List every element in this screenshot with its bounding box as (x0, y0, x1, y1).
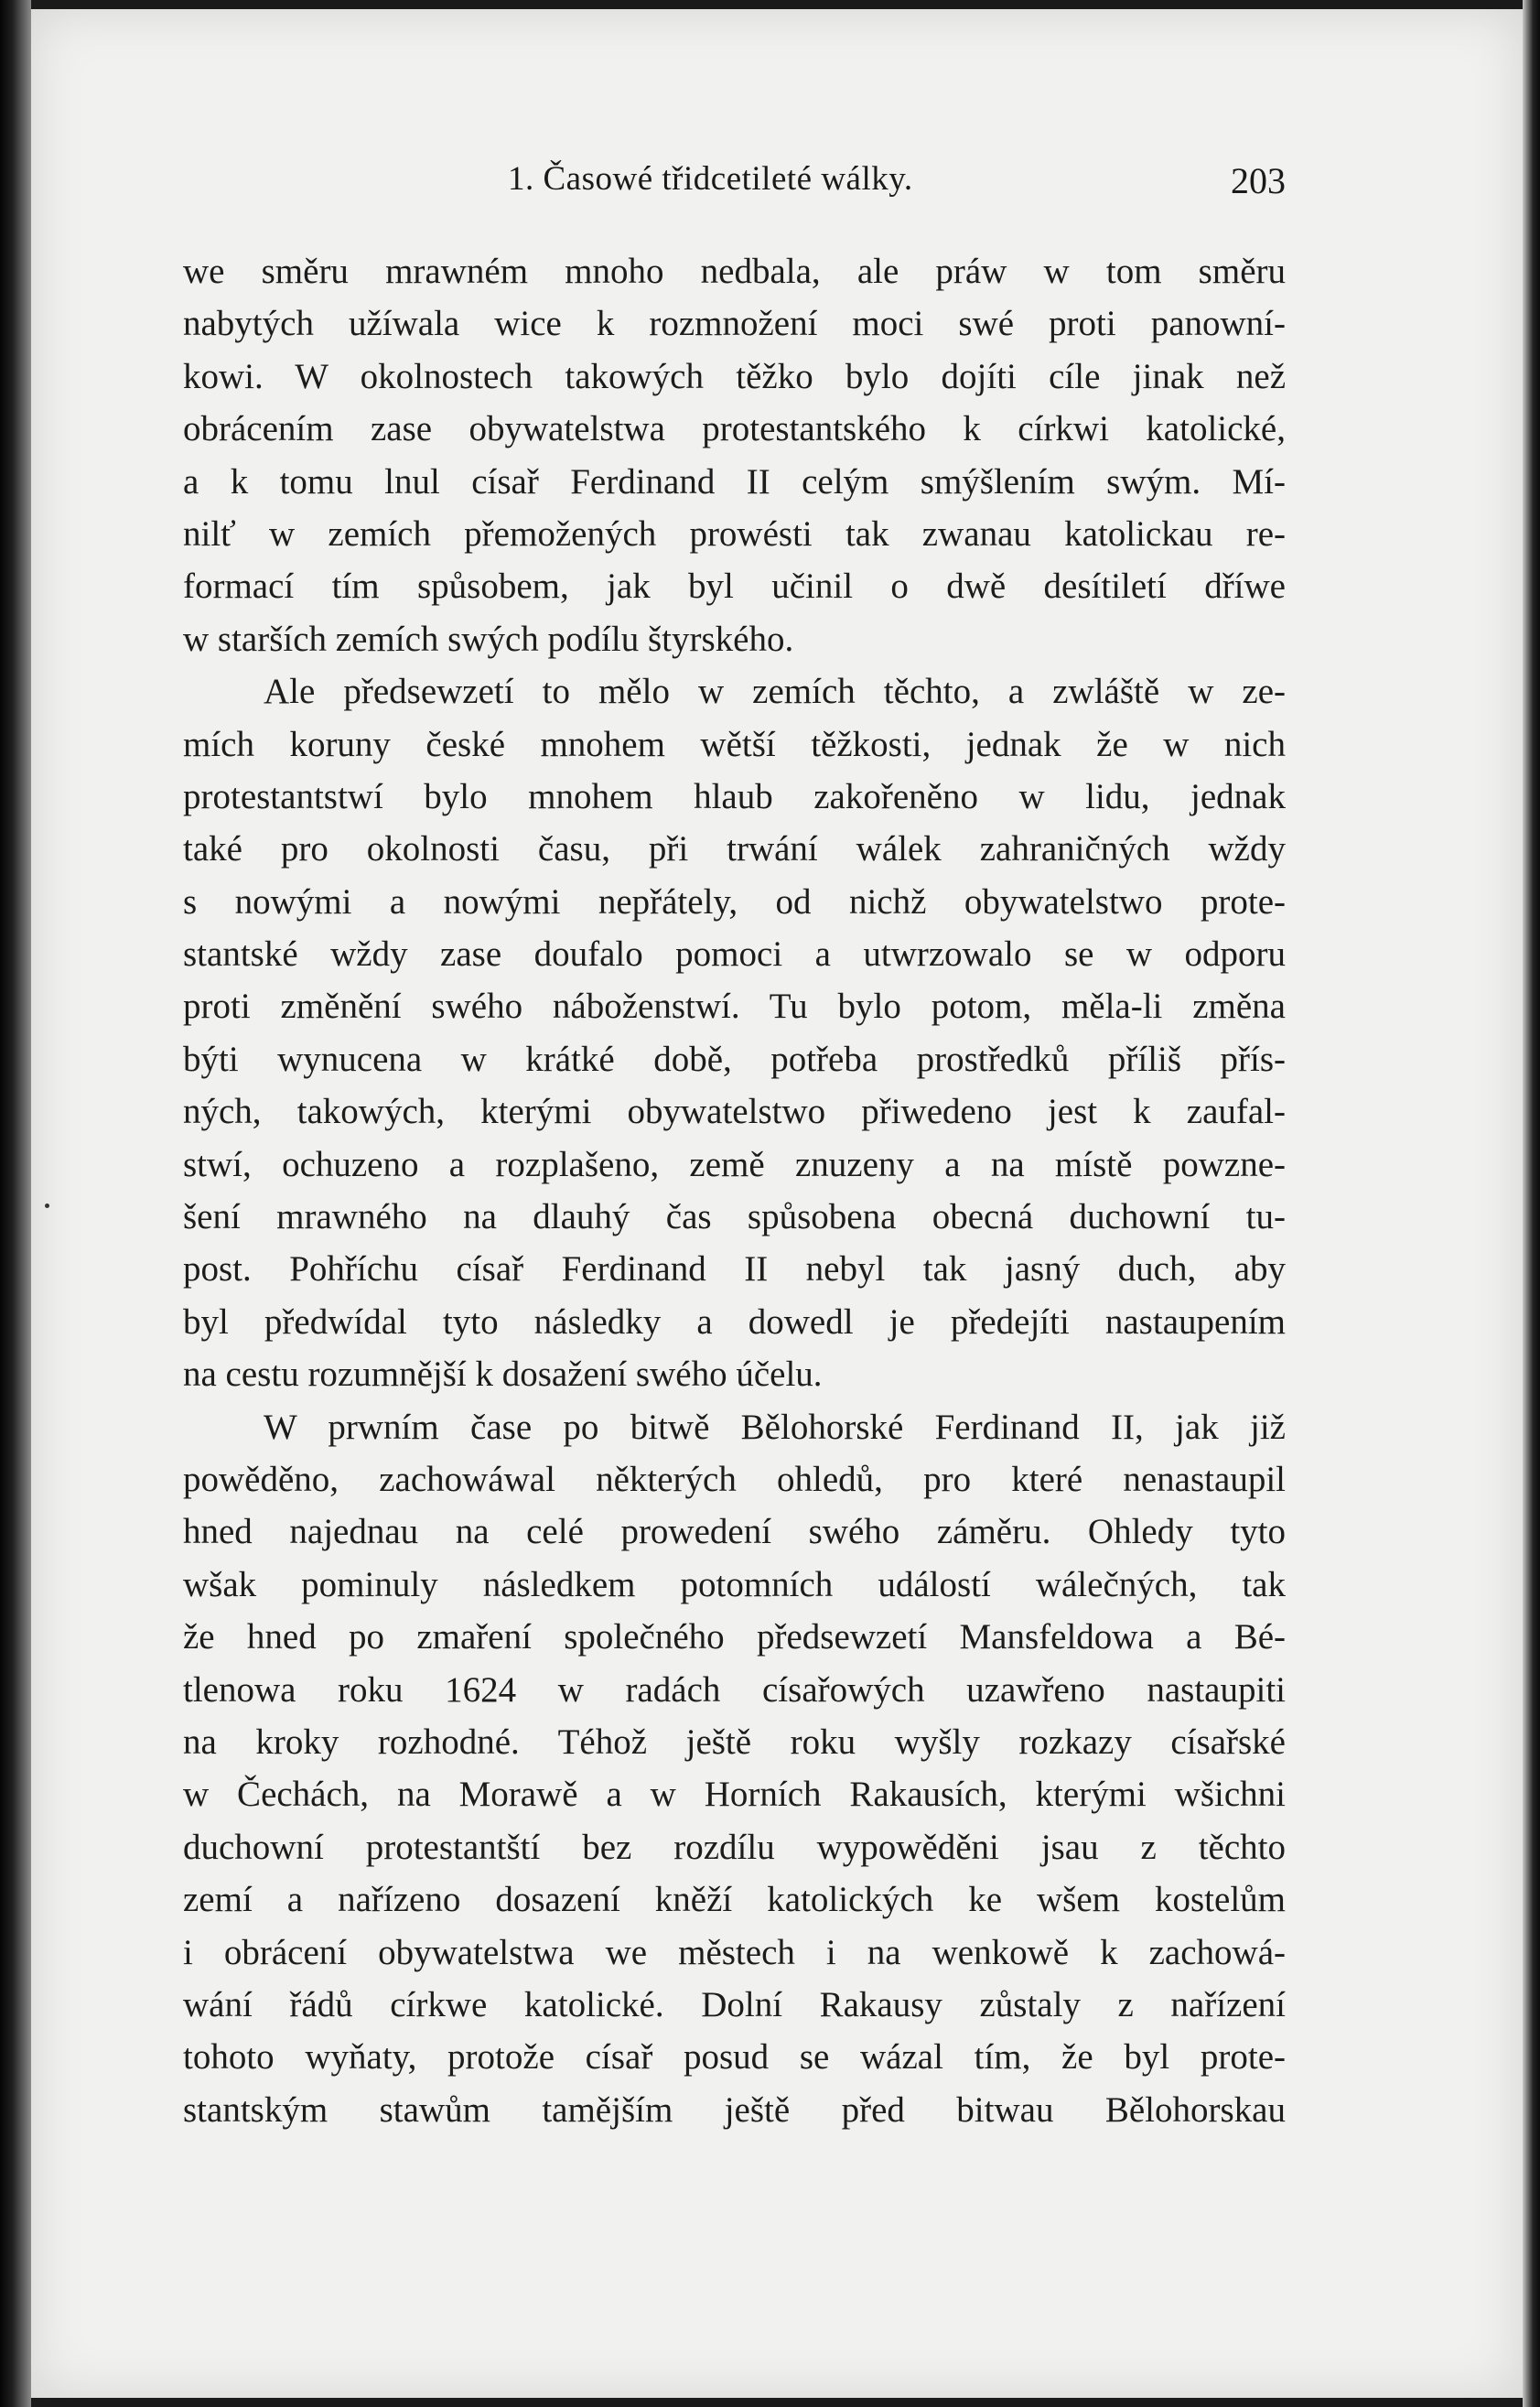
page-header (183, 159, 1286, 214)
text-line: mích koruny české mnohem wětší těžkosti, jednak že w nich (183, 724, 1286, 764)
speck (45, 1204, 49, 1208)
page-number: 203 (1231, 160, 1286, 201)
text-line: Ale předsewzetí to mělo w zemích těchto, a zwláště w ze- (264, 672, 1286, 712)
running-title: 1. Časowé třidcetileté wálky. (508, 160, 913, 198)
text-line: zemí a nařízeno dosazení kněží katolických ke wšem kostelům (183, 1880, 1286, 1920)
text-line: nabytých užíwala wice k rozmnožení moci swé proti panowní- (183, 304, 1286, 344)
text-line: proti změnění swého náboženstwí. Tu bylo potom, měla-li změna (183, 987, 1286, 1027)
text-line: post. Pohříchu císař Ferdinand II nebyl tak jasný duch, aby (183, 1249, 1286, 1290)
text-line: wšak pominuly následkem potomních událostí wálečných, tak (183, 1564, 1286, 1604)
text-line: že hned po zmaření společného předsewzetí Mansfeldowa a Bé- (183, 1617, 1286, 1657)
text-line: na kroky rozhodné. Téhož ještě roku wyšly rozkazy císařské (183, 1722, 1286, 1762)
text-line: tlenowa roku 1624 w radách císařowých uzawřeno nastaupiti (183, 1669, 1286, 1710)
text-line: na cestu rozumnější k dosažení swého účelu. (183, 1355, 823, 1395)
text-line: také pro okolnosti času, při trwání wálek zahraničných wždy (183, 829, 1286, 869)
text-line: w Čechách, na Morawě a w Horních Rakausích, kterými wšichni (183, 1775, 1286, 1815)
text-line: wání řádů církwe katolické. Dolní Rakausy zůstaly z nařízení (183, 1984, 1286, 2024)
text-line: býti wynucena w krátké době, potřeba prostředků příliš přís- (183, 1039, 1286, 1079)
text-line: stwí, ochuzeno a rozplašeno, země znuzeny a na místě powzne- (183, 1144, 1286, 1184)
text-line: nilť w zemích přemožených prowésti tak zwanau katolickau re- (183, 513, 1286, 554)
body-text (183, 245, 1286, 2136)
text-line: šení mrawného na dlauhý čas spůsobena obecná duchowní tu- (183, 1197, 1286, 1237)
text-line: stantské wždy zase doufalo pomoci a utwrzowalo se w odporu (183, 934, 1286, 975)
text-line: formací tím spůsobem, jak byl učinil o dwě desítiletí dříwe (183, 567, 1286, 607)
text-line: i obrácení obywatelstwa we městech i na wenkowě k zachowá- (183, 1932, 1286, 1972)
text-line: we směru mrawném mnoho nedbala, ale práw w tom směru (183, 252, 1286, 291)
text-line: ných, takowých, kterými obywatelstwo přiwedeno jest k zaufal- (183, 1092, 1286, 1132)
text-line: hned najednau na celé prowedení swého záměru. Ohledy tyto (183, 1512, 1286, 1552)
left-scan-edge (0, 0, 31, 2407)
text-line: byl předwídal tyto následky a dowedl je předejíti nastaupením (183, 1301, 1286, 1342)
text-line: protestantstwí bylo mnohem hlaub zakořeněno w lidu, jednak (183, 776, 1286, 816)
text-line: w starších zemích swých podílu štyrského. (183, 619, 794, 659)
right-scan-edge (1523, 0, 1540, 2407)
text-line: W prwním čase po bitwě Bělohorské Ferdinand II, jak již (264, 1407, 1286, 1447)
text-line: duchowní protestantští bez rozdílu wypowěděni jsau z těchto (183, 1827, 1286, 1867)
text-line: stantským stawům tamějším ještě před bitwau Bělohorskau (183, 2089, 1286, 2130)
text-line: s nowými a nowými nepřátely, od nichž obywatelstwo prote- (183, 881, 1286, 922)
text-line: kowi. W okolnostech takowých těžko bylo dojíti cíle jinak než (183, 356, 1286, 396)
text-line: obrácením zase obywatelstwa protestantského k církwi katolické, (183, 409, 1286, 449)
text-line: tohoto wyňaty, protože císař posud se wázal tím, že byl prote- (183, 2037, 1286, 2078)
text-line: a k tomu lnul císař Ferdinand II celým smýšlením swým. Mí- (183, 461, 1286, 502)
text-line: powěděno, zachowáwal některých ohledů, pro které nenastaupil (183, 1459, 1286, 1499)
